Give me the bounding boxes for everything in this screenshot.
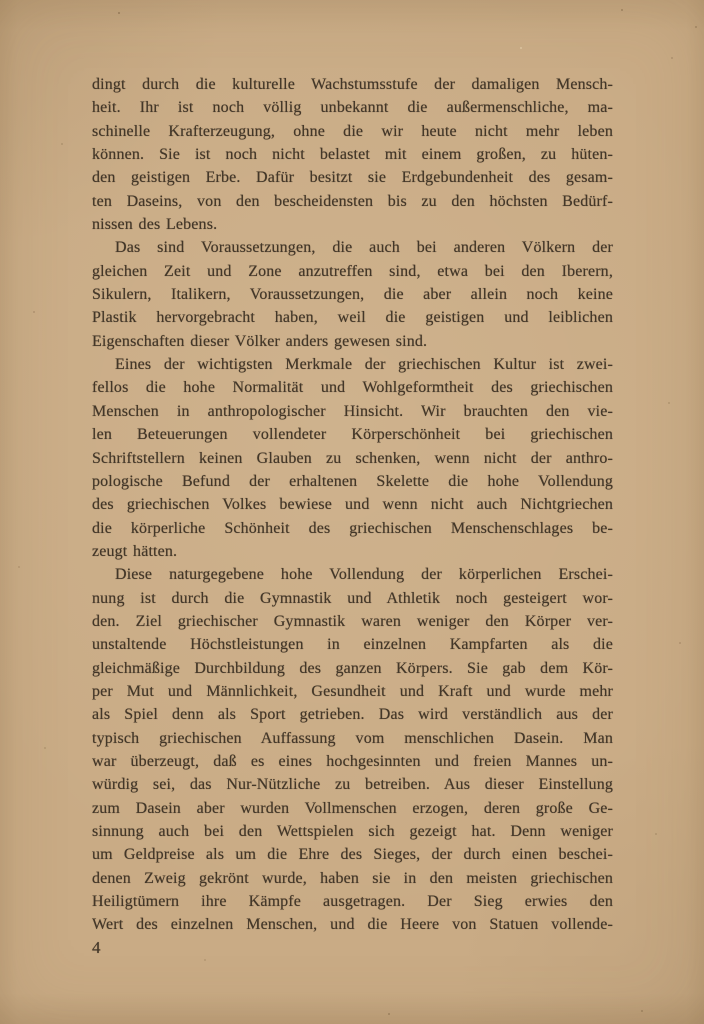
text-line: Schriftstellern keinen Glauben zu schenken, wenn nicht der anthro- [92, 449, 613, 467]
text-line: schinelle Krafterzeugung, ohne die wir heute nicht mehr leben [92, 122, 613, 140]
text-line: den. Ziel griechischer Gymnastik waren weniger den Körper ver- [92, 612, 613, 630]
text-line: gleichen Zeit und Zone anzutreffen sind, etwa bei den Iberern, [92, 262, 613, 280]
text-line: den geistigen Erbe. Dafür besitzt sie Erdgebundenheit des gesam- [92, 169, 613, 187]
text-line: Plastik hervorgebracht haben, weil die geistigen und leiblichen [92, 309, 613, 327]
text-line: um Geldpreise als um die Ehre des Sieges, der durch einen beschei- [92, 846, 613, 864]
text-line: sinnung auch bei den Wettspielen sich gezeigt hat. Denn weniger [92, 823, 613, 840]
text-line: gleichmäßige Durchbildung des ganzen Körpers. Sie gab dem Kör- [92, 659, 613, 677]
text-line: unstaltende Höchstleistungen in einzelnen Kampfarten als die [92, 636, 613, 654]
text-line: dingt durch die kulturelle Wachstumsstufe der damaligen Mensch- [92, 76, 613, 93]
text-line: als Spiel denn als Sport getrieben. Das wird verständlich aus der [92, 706, 613, 724]
text-line: zum Dasein aber wurden Vollmenschen erzogen, deren große Ge- [92, 799, 613, 817]
text-line: per Mut und Männlichkeit, Gesundheit und Kraft und wurde mehr [92, 682, 613, 700]
text-line: zeugt hätten. [92, 542, 178, 560]
text-line: die körperliche Schönheit des griechischen Menschenschlages be- [92, 519, 613, 537]
text-line: fellos die hohe Normalität und Wohlgeformtheit des griechischen [92, 379, 613, 397]
text-line: würdig sei, das Nur-Nützliche zu betreiben. Aus dieser Einstellung [92, 776, 613, 794]
text-line: Eigenschaften dieser Völker anders gewesen sind. [92, 332, 428, 350]
text-line: Eines der wichtigsten Merkmale der griechischen Kultur ist zwei- [115, 356, 613, 374]
paper-texture-speckles [0, 0, 2, 2]
text-line: war überzeugt, daß es eines hochgesinnten und freien Mannes un- [92, 752, 613, 770]
text-line: des griechischen Volkes bewiese und wenn nicht auch Nichtgriechen [92, 496, 613, 514]
text-line: ten Daseins, von den bescheidensten bis zu den höchsten Bedürf- [92, 192, 613, 210]
text-line: nissen des Lebens. [92, 216, 218, 234]
text-line: Heiligtümern ihre Kämpfe ausgetragen. Der Sieg erwies den [92, 893, 613, 911]
page-number: 4 [92, 938, 101, 957]
text-line: typisch griechischen Auffassung vom menschlichen Dasein. Man [92, 729, 613, 747]
text-line: heit. Ihr ist noch völlig unbekannt die außermenschliche, ma- [92, 99, 613, 117]
text-line: nung ist durch die Gymnastik und Athletik noch gesteigert wor- [92, 589, 613, 607]
text-line: Menschen in anthropologischer Hinsicht. Wir brauchten den vie- [92, 402, 613, 420]
text-line: denen Zweig gekrönt wurde, haben sie in den meisten griechischen [92, 869, 613, 887]
text-line: pologische Befund der erhaltenen Skelette die hohe Vollendung [92, 472, 613, 490]
text-line: Wert des einzelnen Menschen, und die Heere von Statuen vollende- [92, 916, 613, 934]
text-line: Sikulern, Italikern, Voraussetzungen, die aber allein noch keine [92, 286, 613, 304]
page-text-block [92, 73, 613, 937]
text-line: len Beteuerungen vollendeter Körperschönheit bei griechischen [92, 426, 613, 444]
text-line: können. Sie ist noch nicht belastet mit einem großen, zu hüten- [92, 146, 613, 164]
text-line: Diese naturgegebene hohe Vollendung der körperlichen Erschei- [115, 566, 613, 584]
text-line: Das sind Voraussetzungen, die auch bei anderen Völkern der [115, 239, 613, 257]
